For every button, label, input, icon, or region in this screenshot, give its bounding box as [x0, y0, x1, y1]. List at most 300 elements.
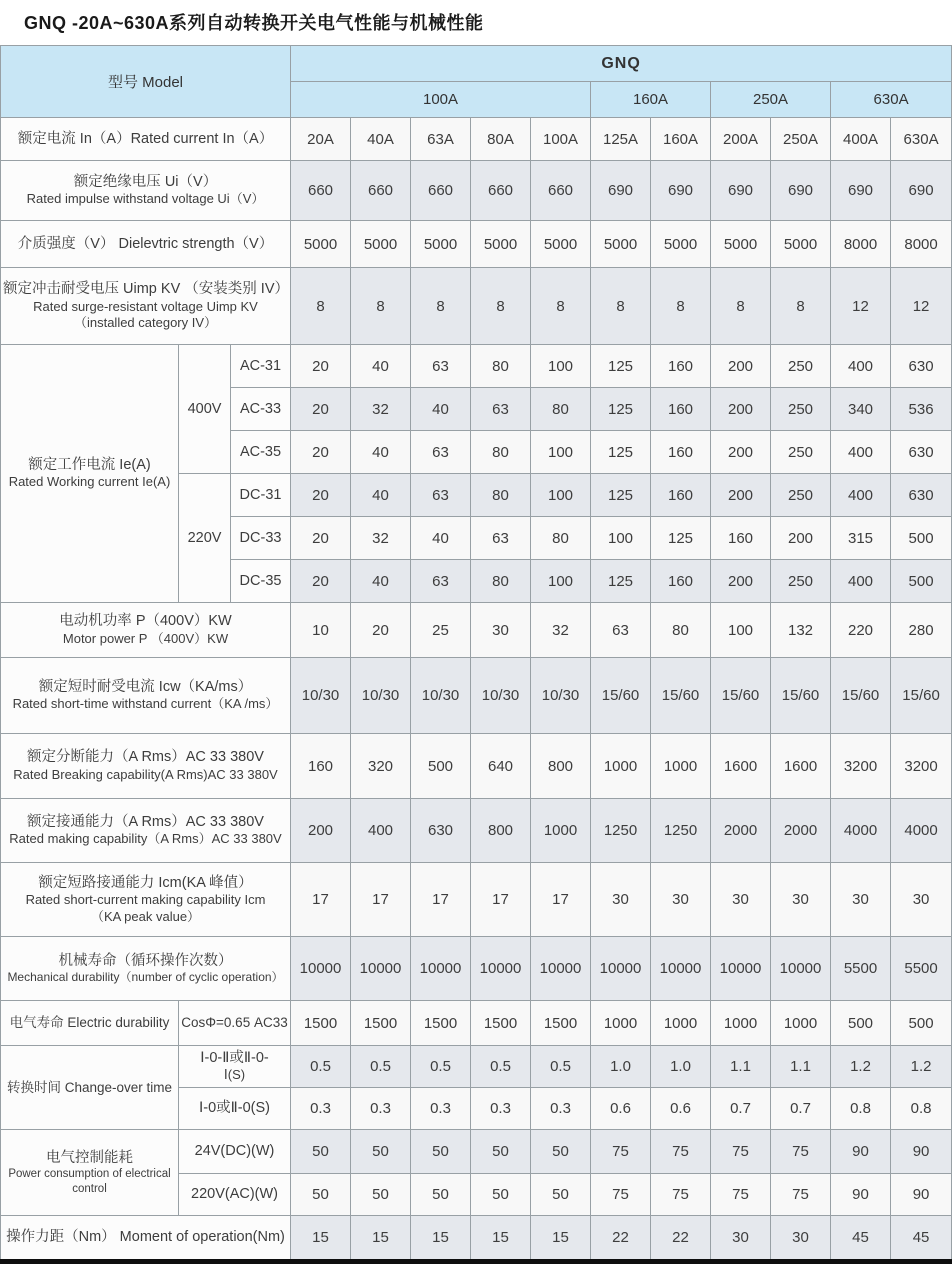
row-label-line: Ⅰ-0或Ⅱ-0(S)	[198, 1100, 271, 1117]
value-cell: 2000	[771, 799, 831, 863]
value-cell: 100	[531, 431, 591, 474]
value-cell: 20A	[291, 118, 351, 161]
value-cell: 125	[591, 388, 651, 431]
value-cell: 32	[531, 603, 591, 658]
value-cell: 220	[831, 603, 891, 658]
value-cell: 80A	[471, 118, 531, 161]
value-cell: 10/30	[351, 658, 411, 734]
row-label-line: 400V	[187, 400, 222, 417]
value-cell: 20	[351, 603, 411, 658]
row-label-line: CosΦ=0.65 AC33	[181, 1015, 288, 1031]
value-cell: 75	[711, 1174, 771, 1216]
value-cell: 630	[891, 345, 952, 388]
value-cell: 63	[411, 345, 471, 388]
frame-header-cell: 250A	[711, 82, 831, 118]
value-cell: 50	[411, 1174, 471, 1216]
row-label-line: Rated Breaking capability(A Rms)AC 33 380V	[13, 766, 278, 782]
value-cell: 100	[531, 345, 591, 388]
value-cell: 8	[711, 268, 771, 345]
value-cell: 5000	[591, 221, 651, 268]
value-cell: 250	[771, 560, 831, 603]
value-cell: 5500	[891, 937, 952, 1001]
value-cell: 20	[291, 431, 351, 474]
row-electric-durability	[1, 1001, 952, 1046]
value-cell: 5000	[711, 221, 771, 268]
value-cell: 30	[771, 1216, 831, 1262]
value-cell: 90	[831, 1130, 891, 1174]
value-cell: 3200	[831, 734, 891, 799]
value-cell: 1500	[411, 1001, 471, 1046]
value-cell: 630	[891, 474, 952, 517]
value-cell: 20	[291, 560, 351, 603]
row-label-line: 24V(DC)(W)	[194, 1143, 275, 1160]
row-label-line: 额定冲击耐受电压 Uimp KV （安装类别 IV）	[3, 281, 289, 298]
value-cell: 100	[531, 474, 591, 517]
row-mechanical-durability	[1, 937, 952, 1001]
row-label	[1, 221, 291, 268]
row-label	[231, 474, 291, 517]
value-cell: 0.5	[411, 1046, 471, 1088]
frame-header-cell: 100A	[291, 82, 591, 118]
row-label-line: 额定接通能力（A Rms）AC 33 380V	[27, 813, 264, 830]
value-cell: 15	[471, 1216, 531, 1262]
value-cell: 50	[291, 1174, 351, 1216]
value-cell: 536	[891, 388, 952, 431]
value-cell: 320	[351, 734, 411, 799]
value-cell: 1.1	[771, 1046, 831, 1088]
value-cell: 10/30	[471, 658, 531, 734]
row-label	[1, 734, 291, 799]
row-label	[231, 517, 291, 560]
value-cell: 8	[351, 268, 411, 345]
value-cell: 690	[891, 161, 952, 221]
value-cell: 100A	[531, 118, 591, 161]
row-motor-power	[1, 603, 952, 658]
value-cell: 8	[531, 268, 591, 345]
value-cell: 125	[591, 345, 651, 388]
value-cell: 75	[591, 1174, 651, 1216]
value-cell: 660	[531, 161, 591, 221]
value-cell: 160	[651, 560, 711, 603]
row-label-line: 电气寿命 Electric durability	[9, 1015, 170, 1031]
row-label-line: 220V	[187, 529, 222, 546]
value-cell: 660	[471, 161, 531, 221]
value-cell: 690	[651, 161, 711, 221]
value-cell: 5000	[351, 221, 411, 268]
value-cell: 75	[771, 1174, 831, 1216]
value-cell: 1500	[471, 1001, 531, 1046]
value-cell: 40	[411, 388, 471, 431]
value-cell: 1000	[651, 1001, 711, 1046]
row-label-line: DC-35	[239, 572, 282, 589]
value-cell: 200	[711, 388, 771, 431]
row-label-line: 额定电流 In（A）Rated current In（A）	[17, 130, 274, 147]
value-cell: 160A	[651, 118, 711, 161]
value-cell: 50	[531, 1174, 591, 1216]
value-cell: 17	[531, 863, 591, 937]
value-cell: 690	[591, 161, 651, 221]
value-cell: 90	[831, 1174, 891, 1216]
value-cell: 500	[831, 1001, 891, 1046]
row-label	[1, 937, 291, 1001]
table-body	[1, 118, 952, 1262]
row-label-line: 额定工作电流 Ie(A)	[28, 456, 151, 473]
value-cell: 40	[351, 431, 411, 474]
row-label-line: 额定分断能力（A Rms）AC 33 380V	[27, 749, 264, 766]
value-cell: 20	[291, 345, 351, 388]
value-cell: 8	[771, 268, 831, 345]
value-cell: 80	[471, 474, 531, 517]
value-cell: 30	[471, 603, 531, 658]
row-label-line: 机械寿命（循环操作次数）	[58, 952, 233, 969]
row-label	[179, 1174, 291, 1216]
row-label-line: Motor power P （400V）KW	[62, 630, 229, 646]
value-cell: 2000	[711, 799, 771, 863]
value-cell: 90	[891, 1174, 952, 1216]
value-cell: 660	[411, 161, 471, 221]
value-cell: 660	[351, 161, 411, 221]
value-cell: 1500	[531, 1001, 591, 1046]
value-cell: 50	[351, 1174, 411, 1216]
value-cell: 5000	[411, 221, 471, 268]
value-cell: 5000	[471, 221, 531, 268]
value-cell: 75	[711, 1130, 771, 1174]
value-cell: 0.5	[291, 1046, 351, 1088]
value-cell: 75	[651, 1130, 711, 1174]
row-label	[231, 560, 291, 603]
value-cell: 500	[411, 734, 471, 799]
row-label	[231, 431, 291, 474]
value-cell: 63	[411, 431, 471, 474]
value-cell: 63	[411, 474, 471, 517]
value-cell: 500	[891, 1001, 952, 1046]
value-cell: 640	[471, 734, 531, 799]
value-cell: 15/60	[651, 658, 711, 734]
value-cell: 5000	[531, 221, 591, 268]
value-cell: 200	[711, 345, 771, 388]
value-cell: 1.2	[831, 1046, 891, 1088]
value-cell: 40	[411, 517, 471, 560]
value-cell: 80	[471, 345, 531, 388]
row-label-line: Rated short-current making capability Icm	[25, 892, 266, 908]
value-cell: 1000	[591, 1001, 651, 1046]
table-header	[1, 46, 952, 118]
value-cell: 63	[471, 517, 531, 560]
value-cell: 63	[411, 560, 471, 603]
row-insulation-voltage	[1, 161, 952, 221]
value-cell: 40	[351, 345, 411, 388]
value-cell: 63	[591, 603, 651, 658]
value-cell: 1600	[771, 734, 831, 799]
value-cell: 125	[591, 560, 651, 603]
row-label	[1, 1046, 179, 1130]
row-label-line: 转换时间 Change-over time	[6, 1079, 173, 1095]
value-cell: 5000	[771, 221, 831, 268]
value-cell: 50	[531, 1130, 591, 1174]
value-cell: 1000	[531, 799, 591, 863]
value-cell: 160	[651, 345, 711, 388]
value-cell: 200	[711, 474, 771, 517]
value-cell: 100	[531, 560, 591, 603]
value-cell: 40	[351, 474, 411, 517]
model-header-cell: 型号 Model	[1, 46, 291, 118]
value-cell: 160	[651, 388, 711, 431]
value-cell: 45	[831, 1216, 891, 1262]
value-cell: 250A	[771, 118, 831, 161]
row-label-line: AC-33	[239, 400, 282, 417]
value-cell: 5000	[651, 221, 711, 268]
value-cell: 200	[771, 517, 831, 560]
row-label-line: DC-33	[239, 529, 282, 546]
value-cell: 80	[471, 431, 531, 474]
value-cell: 30	[891, 863, 952, 937]
value-cell: 12	[891, 268, 952, 345]
value-cell: 1000	[771, 1001, 831, 1046]
value-cell: 1000	[591, 734, 651, 799]
value-cell: 500	[891, 560, 952, 603]
value-cell: 690	[711, 161, 771, 221]
value-cell: 125	[591, 474, 651, 517]
row-operation-moment	[1, 1216, 952, 1262]
row-breaking-capability	[1, 734, 952, 799]
value-cell: 45	[891, 1216, 952, 1262]
value-cell: 75	[651, 1174, 711, 1216]
row-short-circuit-making	[1, 863, 952, 937]
value-cell: 50	[351, 1130, 411, 1174]
value-cell: 250	[771, 388, 831, 431]
value-cell: 10000	[651, 937, 711, 1001]
value-cell: 125A	[591, 118, 651, 161]
row-label-line: 介质强度（V） Dielevtric strength（V）	[17, 235, 274, 252]
value-cell: 1250	[651, 799, 711, 863]
value-cell: 0.5	[351, 1046, 411, 1088]
value-cell: 500	[891, 517, 952, 560]
value-cell: 15/60	[891, 658, 952, 734]
value-cell: 10000	[771, 937, 831, 1001]
row-dielectric-strength	[1, 221, 952, 268]
value-cell: 10000	[291, 937, 351, 1001]
row-label	[179, 345, 231, 474]
value-cell: 75	[591, 1130, 651, 1174]
row-label-line: 电气控制能耗	[46, 1149, 133, 1166]
row-changeover-i0ii	[1, 1046, 952, 1088]
value-cell: 10/30	[291, 658, 351, 734]
row-label	[1, 268, 291, 345]
row-impulse-voltage	[1, 268, 952, 345]
value-cell: 30	[651, 863, 711, 937]
value-cell: 160	[291, 734, 351, 799]
value-cell: 15	[411, 1216, 471, 1262]
row-label-line: 额定短路接通能力 Icm(KA 峰值）	[38, 874, 253, 891]
value-cell: 40	[351, 560, 411, 603]
row-power-consumption-24v	[1, 1130, 952, 1174]
row-label-line: 电动机功率 P（400V）KW	[59, 613, 232, 630]
value-cell: 8	[471, 268, 531, 345]
value-cell: 17	[471, 863, 531, 937]
value-cell: 80	[651, 603, 711, 658]
value-cell: 8	[291, 268, 351, 345]
value-cell: 8	[411, 268, 471, 345]
value-cell: 690	[771, 161, 831, 221]
row-label	[1, 658, 291, 734]
value-cell: 8000	[831, 221, 891, 268]
value-cell: 10000	[471, 937, 531, 1001]
value-cell: 10/30	[531, 658, 591, 734]
value-cell: 30	[711, 863, 771, 937]
row-rated-current	[1, 118, 952, 161]
value-cell: 800	[471, 799, 531, 863]
value-cell: 400	[831, 560, 891, 603]
value-cell: 63A	[411, 118, 471, 161]
value-cell: 4000	[831, 799, 891, 863]
row-label-line: Rated short-time withstand current（KA /ms）	[12, 696, 279, 712]
row-label-line: 额定短时耐受电流 Icw（KA/ms）	[38, 678, 253, 695]
value-cell: 10/30	[411, 658, 471, 734]
value-cell: 4000	[891, 799, 952, 863]
row-label	[1, 1216, 291, 1262]
value-cell: 12	[831, 268, 891, 345]
page-title: GNQ -20A~630A系列自动转换开关电气性能与机械性能	[24, 13, 484, 33]
frame-header-cell: 160A	[591, 82, 711, 118]
value-cell: 1.1	[711, 1046, 771, 1088]
row-label-line: DC-31	[239, 486, 282, 503]
value-cell: 63	[471, 388, 531, 431]
row-label	[1, 1130, 179, 1216]
value-cell: 0.3	[351, 1088, 411, 1130]
value-cell: 125	[591, 431, 651, 474]
value-cell: 200	[711, 431, 771, 474]
row-label-line: Power consumption of electrical	[8, 1168, 171, 1181]
value-cell: 100	[711, 603, 771, 658]
value-cell: 10	[291, 603, 351, 658]
value-cell: 0.3	[291, 1088, 351, 1130]
value-cell: 1500	[291, 1001, 351, 1046]
value-cell: 20	[291, 517, 351, 560]
value-cell: 20	[291, 474, 351, 517]
value-cell: 17	[351, 863, 411, 937]
value-cell: 32	[351, 517, 411, 560]
brand-header-cell: GNQ	[291, 46, 952, 82]
value-cell: 50	[471, 1130, 531, 1174]
row-label	[1, 603, 291, 658]
value-cell: 15	[351, 1216, 411, 1262]
value-cell: 132	[771, 603, 831, 658]
value-cell: 400	[831, 345, 891, 388]
value-cell: 22	[591, 1216, 651, 1262]
row-label-line: （KA peak value）	[90, 908, 201, 924]
spec-table	[0, 45, 952, 1264]
value-cell: 1600	[711, 734, 771, 799]
value-cell: 1250	[591, 799, 651, 863]
row-label	[179, 1088, 291, 1130]
row-label-line: Ⅰ(S)	[223, 1067, 246, 1083]
value-cell: 15	[291, 1216, 351, 1262]
value-cell: 17	[411, 863, 471, 937]
value-cell: 90	[891, 1130, 952, 1174]
value-cell: 30	[771, 863, 831, 937]
value-cell: 250	[771, 431, 831, 474]
row-label	[179, 1001, 291, 1046]
value-cell: 10000	[531, 937, 591, 1001]
value-cell: 0.3	[531, 1088, 591, 1130]
value-cell: 1.0	[651, 1046, 711, 1088]
row-label-line: Rated impulse withstand voltage Ui（V）	[26, 191, 265, 207]
value-cell: 8	[591, 268, 651, 345]
page	[0, 9, 952, 1264]
value-cell: 250	[771, 345, 831, 388]
row-label-line: （installed category IV）	[73, 315, 218, 331]
value-cell: 0.3	[471, 1088, 531, 1130]
value-cell: 160	[651, 474, 711, 517]
value-cell: 15	[531, 1216, 591, 1262]
row-label-line: AC-35	[239, 443, 282, 460]
value-cell: 10000	[711, 937, 771, 1001]
value-cell: 0.7	[771, 1088, 831, 1130]
value-cell: 8000	[891, 221, 952, 268]
value-cell: 800	[531, 734, 591, 799]
value-cell: 340	[831, 388, 891, 431]
row-making-capability	[1, 799, 952, 863]
value-cell: 75	[771, 1130, 831, 1174]
value-cell: 0.7	[711, 1088, 771, 1130]
value-cell: 30	[591, 863, 651, 937]
value-cell: 80	[531, 388, 591, 431]
value-cell: 15/60	[711, 658, 771, 734]
row-label	[179, 1046, 291, 1088]
row-short-time-current	[1, 658, 952, 734]
value-cell: 30	[711, 1216, 771, 1262]
value-cell: 40A	[351, 118, 411, 161]
row-working-current-ac31	[1, 345, 952, 388]
value-cell: 630A	[891, 118, 952, 161]
row-label	[1, 345, 179, 603]
value-cell: 50	[411, 1130, 471, 1174]
row-label	[179, 474, 231, 603]
row-label	[1, 161, 291, 221]
value-cell: 1000	[651, 734, 711, 799]
value-cell: 30	[831, 863, 891, 937]
value-cell: 0.5	[531, 1046, 591, 1088]
row-label-line: 操作力距（Nm） Moment of operation(Nm)	[6, 1229, 285, 1246]
row-label	[231, 388, 291, 431]
value-cell: 0.5	[471, 1046, 531, 1088]
value-cell: 10000	[351, 937, 411, 1001]
row-label-line: AC-31	[239, 357, 282, 374]
value-cell: 280	[891, 603, 952, 658]
value-cell: 3200	[891, 734, 952, 799]
value-cell: 15/60	[831, 658, 891, 734]
row-label	[1, 863, 291, 937]
value-cell: 25	[411, 603, 471, 658]
value-cell: 5000	[291, 221, 351, 268]
value-cell: 1.0	[591, 1046, 651, 1088]
value-cell: 22	[651, 1216, 711, 1262]
value-cell: 10000	[411, 937, 471, 1001]
value-cell: 630	[891, 431, 952, 474]
row-label-line: Rated making capability（A Rms）AC 33 380V	[9, 831, 282, 847]
row-label-line: control	[72, 1182, 107, 1195]
value-cell: 100	[591, 517, 651, 560]
value-cell: 5500	[831, 937, 891, 1001]
value-cell: 200A	[711, 118, 771, 161]
value-cell: 0.6	[591, 1088, 651, 1130]
value-cell: 160	[711, 517, 771, 560]
value-cell: 630	[411, 799, 471, 863]
value-cell: 20	[291, 388, 351, 431]
value-cell: 690	[831, 161, 891, 221]
value-cell: 0.3	[411, 1088, 471, 1130]
value-cell: 400A	[831, 118, 891, 161]
